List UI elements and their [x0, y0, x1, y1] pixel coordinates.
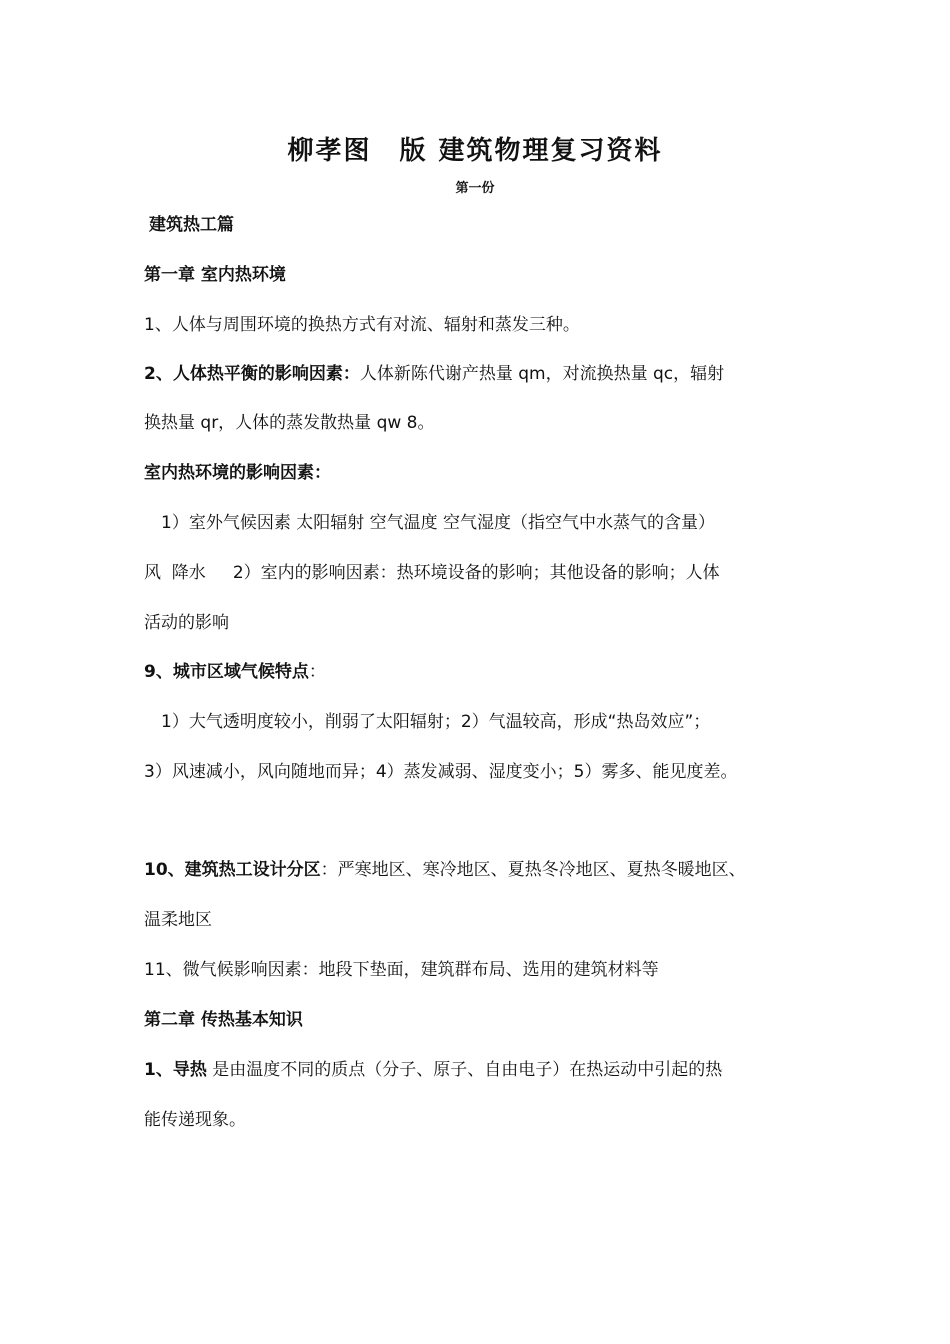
paragraph-2-text: 人体新陈代谢产热量 qm，对流换热量 qc，辐射 [359, 364, 725, 384]
paragraph-9-heading [144, 660, 326, 684]
paragraph-2 [144, 362, 724, 386]
document-subtitle: 第一份 [455, 181, 495, 196]
section-heading: 建筑热工篇 [149, 215, 234, 235]
conduction-label: 1、导热 [144, 1060, 207, 1080]
paragraph-1: 1、人体与周围环境的换热方式有对流、辐射和蒸发三种。 [144, 315, 580, 335]
paragraph-10 [144, 858, 746, 882]
paragraph-10-continued: 温柔地区 [144, 910, 212, 930]
chapter-2-heading: 第二章 传热基本知识 [144, 1010, 303, 1030]
chapter-1-heading: 第一章 室内热环境 [144, 265, 286, 285]
paragraph-2-label: 2、人体热平衡的影响因素： [144, 364, 360, 384]
paragraph-9-label: 9、城市区域气候特点 [144, 662, 309, 682]
conduction-continued: 能传递现象。 [144, 1110, 246, 1130]
conduction-paragraph [144, 1058, 722, 1082]
paragraph-11: 11、微气候影响因素：地段下垫面，建筑群布局、选用的建筑材料等 [144, 960, 659, 980]
indoor-factors-line-3: 活动的影响 [144, 613, 229, 633]
paragraph-9-line-2: 3）风速减小，风向随地而异；4）蒸发减弱、湿度变小；5）雾多、能见度差。 [144, 762, 738, 782]
paragraph-2-continued: 换热量 qr，人体的蒸发散热量 qw 8。 [144, 413, 435, 433]
paragraph-9-colon: ： [308, 662, 326, 682]
indoor-factors-line-2: 风 降水 2）室内的影响因素：热环境设备的影响；其他设备的影响；人体 [144, 563, 720, 583]
indoor-factors-line-1: 1）室外气候因素 太阳辐射 空气温度 空气湿度（指空气中水蒸气的含量） [161, 513, 716, 533]
indoor-factors-heading: 室内热环境的影响因素： [144, 463, 331, 483]
document-title: 柳孝图 版 建筑物理复习资料 [287, 136, 663, 166]
paragraph-10-label: 10、建筑热工设计分区 [144, 860, 321, 880]
paragraph-9-line-1: 1）大气透明度较小，削弱了太阳辐射；2）气温较高，形成“热岛效应”； [161, 712, 711, 732]
conduction-text: 是由温度不同的质点（分子、原子、自由电子）在热运动中引起的热 [206, 1060, 723, 1080]
paragraph-10-text: ：严寒地区、寒冷地区、夏热冬冷地区、夏热冬暖地区、 [320, 860, 746, 880]
